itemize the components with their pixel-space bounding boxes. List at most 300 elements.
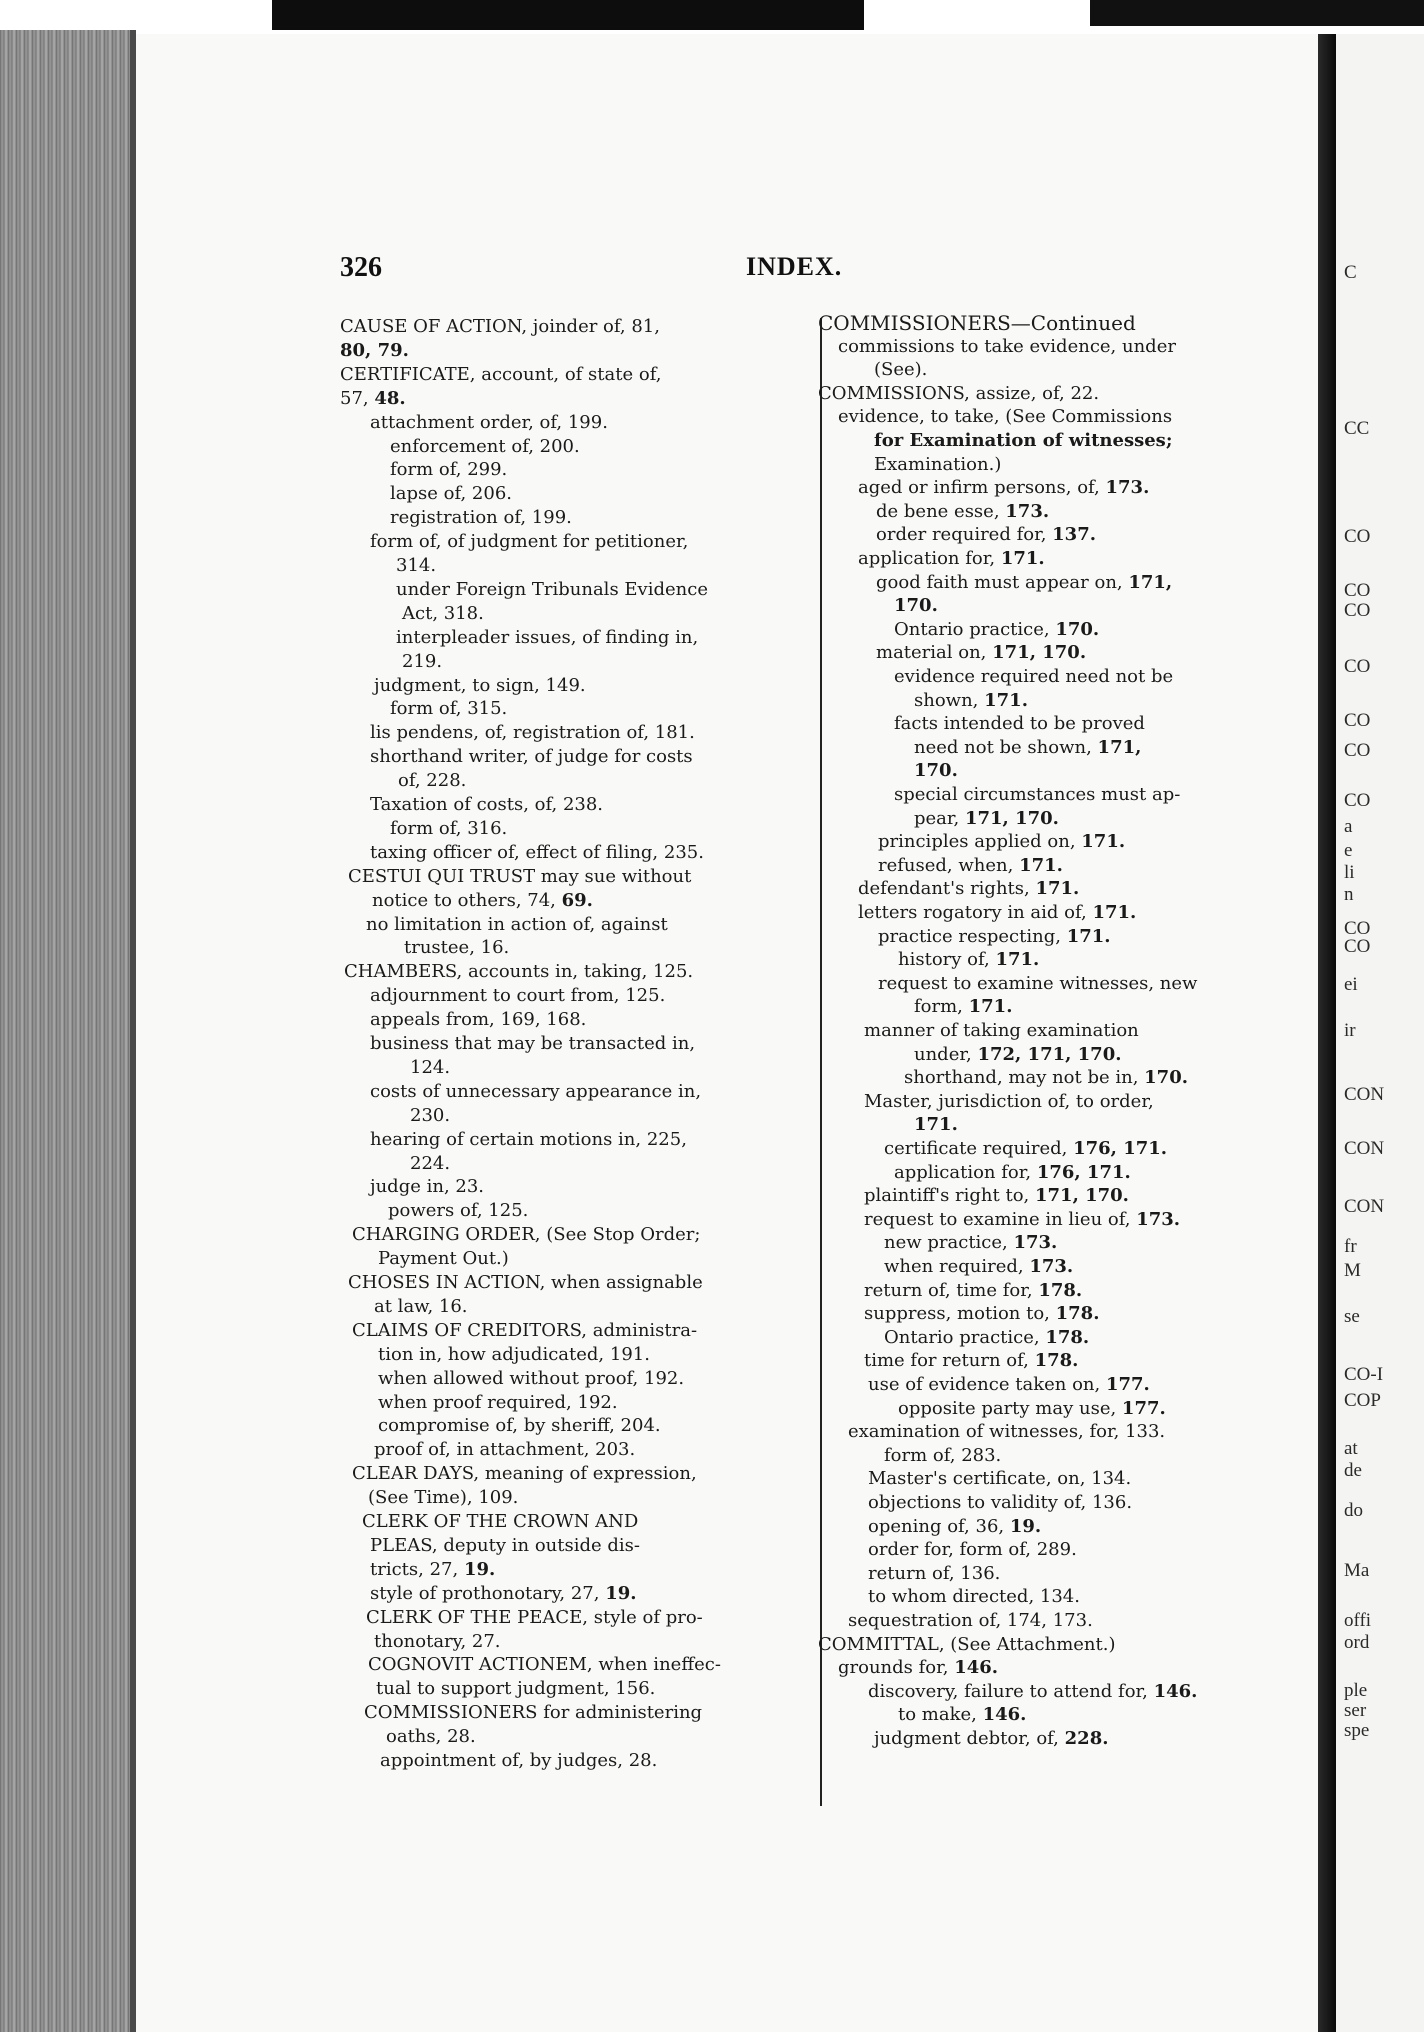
index-entry-line	[370, 412, 608, 434]
index-entry-line	[402, 651, 442, 673]
entry-page-ref-bold: 228.	[1064, 1728, 1109, 1749]
index-entry-line	[838, 336, 1176, 358]
entry-text: Examination.)	[874, 453, 1002, 475]
index-entry-line	[390, 436, 580, 458]
entry-text: form of, 316.	[390, 817, 508, 839]
book-gutter	[1318, 34, 1336, 2032]
entry-text: 224.	[410, 1152, 451, 1174]
entry-text: CHARGING ORDER, (See Stop Order;	[352, 1224, 701, 1246]
column-divider	[820, 318, 822, 1806]
entry-text: CAUSE OF ACTION, joinder of, 81,	[340, 316, 660, 337]
entry-text: de bene esse,	[876, 500, 1006, 522]
entry-text: CHOSES IN ACTION, when assignable	[348, 1272, 703, 1293]
entry-page-ref-bold: 173.	[1005, 500, 1050, 522]
index-entry-line	[352, 1320, 697, 1342]
entry-page-ref-bold: 146.	[954, 1657, 999, 1679]
index-entry-line	[818, 1634, 1115, 1656]
index-entry-line	[884, 1445, 1001, 1467]
entry-text: (See).	[874, 359, 928, 381]
facing-page-text: CO	[1344, 740, 1371, 761]
entry-page-ref-bold: 176, 171.	[1036, 1161, 1131, 1183]
scan-top-shadow-bar-right	[1090, 0, 1424, 26]
entry-page-ref-bold: 178.	[1038, 1279, 1083, 1301]
entry-text: judgment, to sign, 149.	[374, 674, 586, 696]
entry-page-ref-bold: 171.	[1081, 831, 1126, 853]
index-entry-line	[370, 746, 693, 768]
entry-text: CLEAR DAYS, meaning of expression,	[352, 1463, 697, 1485]
entry-text: adjournment to court from, 125.	[370, 985, 666, 1007]
entry-page-ref-bold: 178.	[1034, 1350, 1079, 1372]
entry-page-ref-bold: 177.	[1105, 1374, 1150, 1395]
index-entry-line	[878, 831, 1125, 853]
entry-page-ref-bold: 146.	[1153, 1680, 1198, 1702]
index-entry-line	[914, 760, 958, 782]
entry-page-ref-bold: 170.	[1055, 618, 1100, 640]
index-entry-line	[370, 1129, 687, 1151]
entry-text: need not be shown,	[914, 736, 1098, 758]
index-entry-line	[818, 383, 1099, 405]
facing-page-text: offi	[1344, 1610, 1372, 1631]
index-entry-line	[898, 1704, 1026, 1726]
entry-page-ref-bold: 173.	[1105, 477, 1150, 499]
entry-text: attachment order, of, 199.	[370, 411, 608, 433]
entry-text: powers of, 125.	[388, 1200, 529, 1222]
entry-text: tion in, how adjudicated, 191.	[378, 1343, 650, 1365]
index-entry-line	[874, 430, 1172, 452]
page-number: 326	[340, 252, 382, 283]
facing-page-text: at	[1344, 1438, 1358, 1459]
facing-page-text: fr	[1344, 1236, 1357, 1257]
entry-page-ref-bold: 171.	[1092, 902, 1137, 923]
index-entry-line	[818, 312, 1136, 334]
facing-page-text: CO-I	[1344, 1364, 1384, 1385]
facing-page-text: C	[1344, 262, 1357, 283]
index-entry-line	[848, 1610, 1093, 1632]
index-entry-line	[398, 770, 466, 792]
entry-text: material on,	[876, 642, 993, 664]
entry-text: form,	[914, 996, 969, 1018]
entry-text: grounds for,	[838, 1657, 955, 1679]
entry-text: under,	[914, 1043, 978, 1065]
index-entry-line	[410, 1153, 450, 1175]
entry-text: pear,	[914, 807, 965, 829]
index-entry-line	[378, 1248, 509, 1270]
index-entry-line	[370, 1009, 586, 1031]
entry-text: defendant's rights,	[858, 878, 1036, 900]
index-entry-line	[410, 1057, 450, 1079]
entry-page-ref-bold: 19.	[1009, 1515, 1042, 1537]
entry-page-ref-bold: 80, 79.	[340, 339, 409, 361]
index-entry-line	[894, 784, 1180, 806]
entry-text: 124.	[410, 1056, 451, 1078]
index-entry-line	[390, 483, 512, 505]
index-entry-line	[868, 1539, 1077, 1561]
entry-text: judgment debtor, of,	[874, 1728, 1065, 1749]
entry-text: evidence, to take, (See Commissions	[838, 406, 1173, 428]
index-entry-line	[878, 926, 1111, 948]
entry-page-ref-bold: 171.	[1019, 854, 1063, 876]
scan-top-shadow-bar	[272, 0, 864, 30]
entry-text: certificate required,	[884, 1138, 1074, 1159]
facing-page-text: M	[1344, 1260, 1361, 1281]
index-entry-line	[864, 1209, 1180, 1231]
entry-page-ref-bold: 19.	[605, 1582, 637, 1604]
entry-text: of, 228.	[398, 770, 467, 792]
index-entry-line	[868, 1492, 1132, 1514]
index-entry-line	[388, 1200, 528, 1222]
entry-page-ref-bold: 171, 170.	[992, 642, 1087, 664]
index-entry-line	[364, 1702, 702, 1724]
facing-page-text: spe	[1344, 1720, 1370, 1741]
entry-text: form of, 315.	[390, 698, 508, 720]
index-entry-line	[864, 1185, 1129, 1207]
entry-page-ref-bold: 171.	[968, 996, 1013, 1018]
entry-text: manner of taking examination	[864, 1020, 1139, 1041]
entry-text: shorthand writer, of judge for costs	[370, 746, 693, 768]
entry-text: oaths, 28.	[386, 1726, 476, 1748]
entry-text: objections to validity of, 136.	[868, 1492, 1133, 1513]
facing-page-text: se	[1344, 1306, 1360, 1327]
index-entry-line	[340, 316, 660, 338]
book-page-edges	[0, 30, 130, 2032]
index-entry-line	[386, 1726, 476, 1748]
index-entry-line	[390, 698, 507, 720]
index-entry-line	[362, 1511, 638, 1533]
index-entry-line	[914, 690, 1028, 712]
index-entry-line	[858, 902, 1136, 924]
entry-text: COMMISSIONERS for administering	[364, 1702, 703, 1724]
index-entry-line	[876, 642, 1086, 664]
index-entry-line	[894, 666, 1173, 688]
index-entry-line	[868, 1468, 1131, 1490]
entry-text: COGNOVIT ACTIONEM, when ineffec-	[368, 1654, 721, 1676]
entry-page-ref-bold: 137.	[1052, 524, 1096, 546]
entry-page-ref-bold: 19.	[463, 1558, 496, 1580]
index-entry-line	[348, 1272, 703, 1294]
index-entry-line	[858, 477, 1149, 499]
facing-page-text: ir	[1344, 1020, 1356, 1041]
index-entry-line	[370, 1535, 640, 1557]
index-entry-line	[374, 1631, 501, 1653]
index-entry-line	[858, 878, 1079, 900]
index-entry-line	[344, 961, 693, 983]
index-entry-line	[876, 572, 1172, 594]
facing-page-text: CON	[1344, 1138, 1385, 1159]
facing-page-text: CO	[1344, 936, 1371, 957]
entry-text: taxing officer of, effect of filing, 235.	[370, 841, 704, 863]
entry-text: appeals from, 169, 168.	[370, 1009, 587, 1031]
entry-text: request to examine in lieu of,	[864, 1208, 1137, 1230]
entry-text: under Foreign Tribunals Evidence	[396, 578, 708, 600]
entry-page-ref-bold: 171.	[1000, 548, 1045, 569]
entry-text: CLERK OF THE PEACE, style of pro-	[366, 1606, 703, 1628]
entry-page-ref-bold: 48.	[374, 387, 406, 409]
index-entry-line	[396, 555, 436, 577]
entry-text: application for,	[858, 548, 1001, 569]
index-entry-line	[396, 579, 708, 601]
entry-text: opening of, 36,	[868, 1515, 1010, 1537]
index-entry-line	[370, 1583, 637, 1605]
facing-page-text: CO	[1344, 918, 1371, 939]
facing-page-text: CO	[1344, 710, 1371, 731]
index-entry-line	[368, 1487, 518, 1509]
entry-text: when allowed without proof, 192.	[378, 1367, 685, 1389]
entry-text: CLERK OF THE CROWN AND	[362, 1511, 639, 1532]
entry-text: thonotary, 27.	[374, 1630, 501, 1652]
entry-text: principles applied on,	[878, 831, 1082, 853]
entry-text: PLEAS, deputy in outside dis-	[370, 1534, 640, 1556]
index-entry-line	[914, 1044, 1122, 1066]
index-entry-line	[370, 531, 688, 553]
index-entry-line	[868, 1516, 1041, 1538]
index-entry-line	[914, 737, 1141, 759]
entry-text: to whom directed, 134.	[868, 1586, 1080, 1608]
entry-text: new practice,	[884, 1232, 1014, 1254]
entry-text: time for return of,	[864, 1350, 1035, 1372]
facing-page-text: do	[1344, 1500, 1363, 1521]
index-entry-line	[868, 1681, 1197, 1703]
index-entry-line	[366, 1607, 703, 1629]
index-entry-line	[884, 1232, 1057, 1254]
entry-text: COMMISSIONS, assize, of, 22.	[818, 382, 1100, 404]
index-entry-line	[370, 985, 665, 1007]
entry-text: 314.	[396, 555, 437, 576]
entry-text: notice to others, 74,	[372, 889, 562, 911]
index-entry-line	[374, 1296, 468, 1318]
entry-text: tual to support judgment, 156.	[376, 1678, 656, 1700]
index-entry-line	[898, 1398, 1166, 1420]
entry-text: enforcement of, 200.	[390, 435, 580, 457]
entry-text: hearing of certain motions in, 225,	[370, 1128, 687, 1150]
index-entry-line	[390, 459, 507, 481]
index-entry-line	[858, 548, 1045, 570]
entry-text: lapse of, 206.	[390, 483, 513, 505]
index-entry-line	[370, 1033, 695, 1055]
index-entry-line	[340, 364, 661, 386]
entry-page-ref-bold: 69.	[561, 889, 593, 911]
entry-page-ref-bold: 171,	[1097, 736, 1142, 758]
facing-page-text: n	[1344, 884, 1354, 905]
entry-text: (See Time), 109.	[368, 1487, 519, 1509]
entry-text: CLAIMS OF CREDITORS, administra-	[352, 1319, 698, 1341]
entry-text: CHAMBERS, accounts in, taking, 125.	[344, 961, 694, 983]
entry-text: trustee, 16.	[404, 937, 510, 959]
index-entry-line	[894, 1162, 1131, 1184]
entry-text: tricts, 27,	[370, 1558, 464, 1580]
entry-text: order for, form of, 289.	[868, 1539, 1077, 1561]
index-entry-line	[370, 842, 704, 864]
index-entry-line	[838, 1657, 998, 1679]
entry-text: 230.	[410, 1104, 451, 1126]
entry-text: at law, 16.	[374, 1295, 468, 1317]
entry-text: application for,	[894, 1161, 1037, 1183]
index-entry-line	[868, 1374, 1150, 1396]
index-entry-line	[874, 454, 1001, 476]
index-entry-line	[884, 1256, 1073, 1278]
entry-text: lis pendens, of, registration of, 181.	[370, 722, 695, 744]
entry-text: judge in, 23.	[370, 1176, 485, 1198]
entry-text: proof of, in attachment, 203.	[374, 1439, 636, 1461]
entry-page-ref-bold: 171.	[914, 1114, 958, 1136]
index-entry-line	[864, 1280, 1082, 1302]
index-entry-line	[348, 866, 691, 888]
entry-page-ref-bold: 171, 170.	[964, 807, 1059, 829]
index-entry-line	[876, 501, 1049, 523]
facing-page-text: CO	[1344, 790, 1371, 811]
index-entry-line	[894, 619, 1099, 641]
index-entry-line	[878, 973, 1197, 995]
index-entry-line	[914, 808, 1059, 830]
entry-text: sequestration of, 174, 173.	[848, 1610, 1093, 1631]
index-entry-line	[876, 524, 1096, 546]
facing-page-text: CO	[1344, 580, 1371, 601]
entry-text: form of, 283.	[884, 1444, 1002, 1466]
entry-page-ref-bold: for Examination of witnesses;	[874, 430, 1173, 451]
index-entry-line	[838, 406, 1172, 428]
facing-page-text: ple	[1344, 1680, 1368, 1701]
left-page	[136, 34, 1318, 2032]
index-entry-line	[884, 1327, 1089, 1349]
entry-page-ref-bold: 171.	[1066, 925, 1111, 947]
entry-text: Act, 318.	[402, 602, 484, 624]
facing-page-text: Ma	[1344, 1560, 1370, 1581]
entry-text: business that may be transacted in,	[370, 1033, 696, 1054]
index-entry-line	[370, 1081, 701, 1103]
index-entry-line	[864, 1020, 1139, 1042]
entry-page-ref-bold: 171, 170.	[1035, 1185, 1129, 1207]
entry-text: letters rogatory in aid of,	[858, 902, 1093, 923]
facing-page-text: ei	[1344, 974, 1358, 995]
entry-text: evidence required need not be	[894, 666, 1174, 687]
index-entry-line	[352, 1463, 697, 1485]
index-entry-line	[378, 1392, 618, 1414]
index-entry-line	[340, 388, 406, 410]
entry-text: return of, time for,	[864, 1279, 1039, 1301]
index-entry-line	[374, 1439, 635, 1461]
facing-page-text: CON	[1344, 1084, 1385, 1105]
entry-text: plaintiff's right to,	[864, 1185, 1035, 1207]
index-entry-line	[370, 1176, 484, 1198]
entry-text: commissions to take evidence, under	[838, 335, 1176, 357]
facing-page-fragment	[1336, 34, 1424, 2032]
index-entry-line	[378, 1415, 661, 1437]
index-entry-line	[884, 1138, 1167, 1160]
running-head: INDEX.	[746, 252, 843, 281]
entry-text: shown,	[914, 689, 985, 711]
entry-text: special circumstances must ap-	[894, 784, 1181, 805]
entry-text: return of, 136.	[868, 1562, 1001, 1584]
entry-text: examination of witnesses, for, 133.	[848, 1421, 1166, 1443]
facing-page-text: CON	[1344, 1196, 1385, 1217]
facing-page-text: ord	[1344, 1632, 1370, 1653]
index-entry-line	[914, 1114, 958, 1136]
entry-page-ref-bold: 173.	[1136, 1208, 1181, 1230]
facing-page-text: a	[1344, 816, 1353, 837]
entry-page-ref-bold: 171.	[995, 949, 1040, 971]
entry-page-ref-bold: 171.	[984, 689, 1028, 711]
entry-page-ref-bold: 170.	[914, 760, 958, 782]
entry-text: appointment of, by judges, 28.	[380, 1750, 658, 1771]
entry-text: suppress, motion to,	[864, 1303, 1056, 1325]
entry-text: Ontario practice,	[884, 1326, 1046, 1348]
index-entry-line	[340, 340, 409, 362]
entry-text: Master, jurisdiction of, to order,	[864, 1090, 1154, 1112]
entry-text: form of, 299.	[390, 459, 508, 481]
entry-text: when proof required, 192.	[378, 1391, 618, 1413]
index-entry-line	[848, 1421, 1165, 1443]
index-entry-line	[894, 713, 1145, 735]
index-entry-line	[370, 1559, 495, 1581]
index-entry-line	[396, 627, 698, 649]
index-entry-line	[370, 794, 603, 816]
entry-text: refused, when,	[878, 854, 1020, 876]
facing-page-text: CC	[1344, 418, 1370, 439]
index-entry-line	[372, 890, 593, 912]
index-entry-line	[402, 603, 484, 625]
entry-text: no limitation in action of, against	[366, 913, 668, 935]
facing-page-text: de	[1344, 1460, 1362, 1481]
facing-page-text: ser	[1344, 1700, 1367, 1721]
index-entry-line	[368, 1654, 721, 1676]
index-entry-line	[898, 949, 1039, 971]
facing-page-text: CO	[1344, 656, 1371, 677]
entry-page-ref-bold: 173.	[1029, 1256, 1074, 1277]
entry-page-ref-bold: 146.	[982, 1704, 1027, 1726]
index-entry-line	[366, 914, 668, 936]
entry-text: COMMISSIONERS—Continued	[818, 311, 1136, 335]
facing-page-text: CO	[1344, 600, 1371, 621]
index-entry-line	[904, 1067, 1188, 1089]
entry-page-ref-bold: 170.	[1144, 1067, 1188, 1089]
entry-text: history of,	[898, 949, 996, 971]
entry-text: when required,	[884, 1256, 1030, 1277]
index-entry-line	[376, 1678, 655, 1700]
entry-text: Payment Out.)	[378, 1248, 509, 1270]
entry-page-ref-bold: 178.	[1045, 1326, 1090, 1348]
index-entry-line	[874, 359, 927, 381]
index-entry-line	[404, 937, 509, 959]
entry-text: practice respecting,	[878, 925, 1067, 947]
entry-text: discovery, failure to attend for,	[868, 1680, 1154, 1702]
index-entry-line	[390, 507, 572, 529]
index-entry-line	[378, 1344, 650, 1366]
entry-text: Ontario practice,	[894, 618, 1056, 640]
index-entry-line	[410, 1105, 450, 1127]
entry-text: use of evidence taken on,	[868, 1374, 1106, 1395]
entry-text: costs of unnecessary appearance in,	[370, 1080, 702, 1102]
entry-text: to make,	[898, 1704, 983, 1726]
index-entry-line	[864, 1303, 1099, 1325]
entry-text: form of, of judgment for petitioner,	[370, 531, 689, 553]
index-entry-line	[868, 1563, 1000, 1585]
entry-page-ref-bold: 173.	[1013, 1232, 1058, 1254]
entry-page-ref-bold: 177.	[1121, 1397, 1166, 1419]
index-entry-line	[878, 855, 1063, 877]
entry-text: interpleader issues, of finding in,	[396, 626, 699, 648]
entry-text: Master's certificate, on, 134.	[868, 1468, 1132, 1490]
entry-text: opposite party may use,	[898, 1397, 1122, 1419]
index-entry-line	[352, 1224, 700, 1246]
entry-page-ref-bold: 171,	[1128, 571, 1173, 593]
entry-text: facts intended to be proved	[894, 713, 1145, 735]
index-entry-line	[914, 996, 1012, 1018]
entry-text: 219.	[402, 650, 443, 672]
index-entry-line	[868, 1586, 1080, 1608]
entry-page-ref-bold: 176, 171.	[1073, 1138, 1168, 1159]
entry-text: order required for,	[876, 524, 1053, 546]
index-entry-line	[380, 1750, 657, 1772]
facing-page-text: e	[1344, 840, 1353, 861]
